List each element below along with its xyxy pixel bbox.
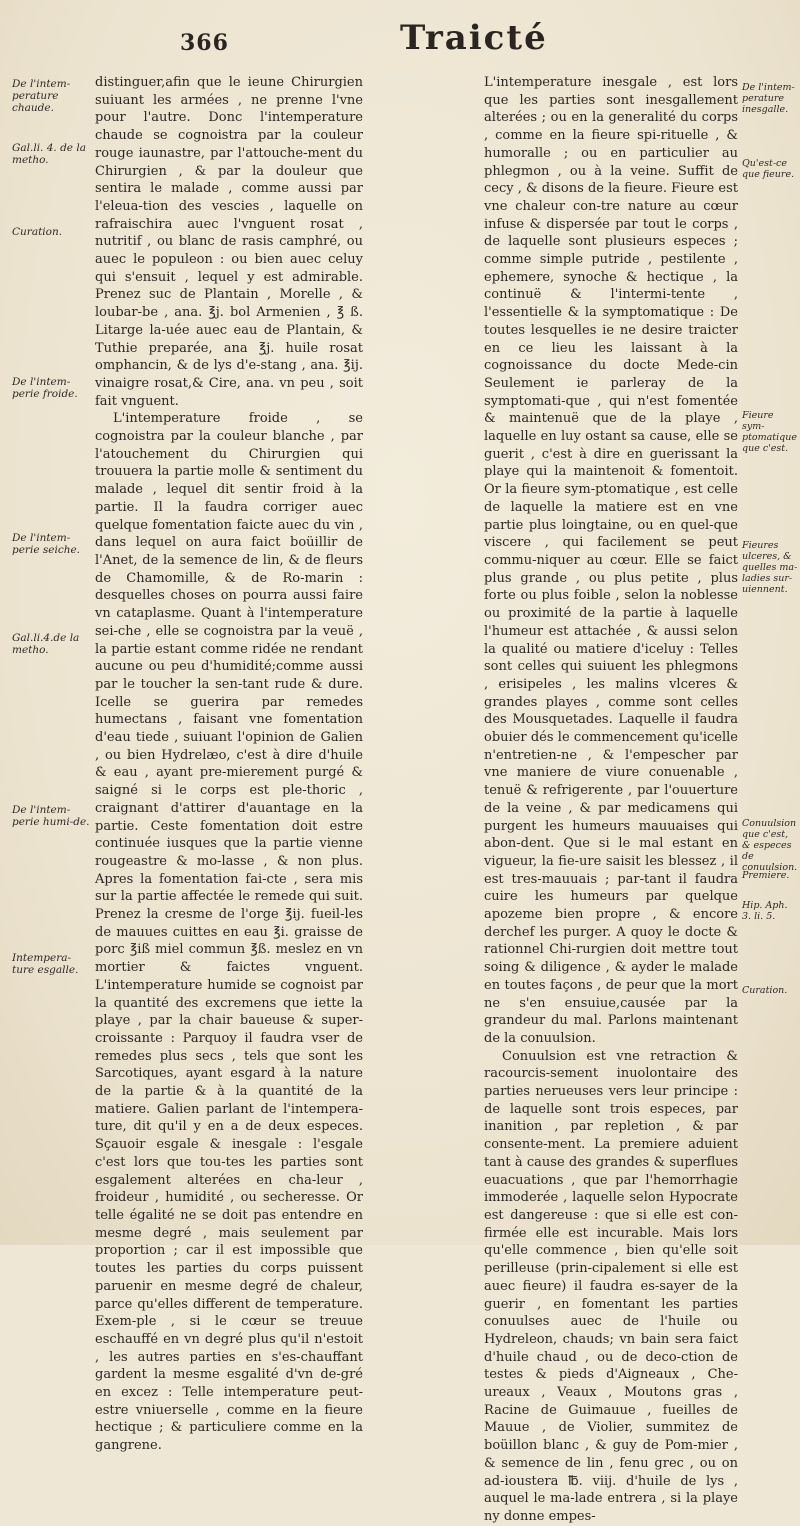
running-head: Traicté bbox=[400, 18, 548, 58]
margin-note-right: Fieure sym-ptomatique que c'est. bbox=[742, 410, 797, 454]
margin-note-right: Premiere. bbox=[742, 870, 790, 881]
page-header bbox=[180, 18, 600, 68]
paragraph: distinguer,afin que le ieune Chirurgien suiuant les armées , ne prenne l'vne pour l'autre. Donc l'intemperature chaude se cognoistra par la couleur rouge iaunastre, par l'attouche-ment du Chirurgien , & par la douleur que sentira le malade , comme aussi par l'eleua-tion des vescies , laquelle on rafraischira auec l'vnguent rosat , nutritif , ou blanc de rasis camphré, ou auec le populeon : ou bien auec celuy qui s'ensuit , lequel y est admirable. Prenez suc de Plantain , Morelle , & loubar-be , ana. ℥j. bol Armenien , ℥ ß. Litarge la-uée auec eau de Plantain, & Tuthie preparée, ana ℥j. huile rosat omphancin, & de lys d'e-stang , ana. ℥ij. vinaigre rosat,& Cire, ana. vn peu , soit fait vnguent. bbox=[95, 75, 363, 409]
margin-note-left: Gal.li. 4. de la metho. bbox=[12, 142, 86, 166]
margin-note-left: De l'intem-perie seiche. bbox=[12, 532, 81, 556]
margin-note-left: De l'intem-perie humi-de. bbox=[12, 804, 90, 828]
right-text-column bbox=[484, 74, 738, 1526]
paragraph: L'intemperature inesgale , est lors que les parties sont inesgallement alterées ; ou en la generalité du corps , comme en la fieure spi-rituelle , & humoralle ; ou en particulier au phlegmon , ou à la veine. Suffit de cecy , & disons de la fieure. Fieure est vne chaleur con-tre nature au cœur infuse & dispersée par tout le corps , de laquelle sont plusieurs especes ; comme simple putride , pestilente , ephemere, synoche & hectique , la continuë & l'intermi-tente , l'essentielle & la symptomatique : De toutes lesquelles ie ne desire traicter en ce lieu les laissant à la cognoissance du docte Mede-cin Seulement ie parleray de la symptomati-que , qui n'est fomentée & maintenuë que de la playe , laquelle en luy ostant sa cause, elle se guerit , c'est à dire en guerissant la playe qui la maintenoit & fomentoit. Or la fieure sym-ptomatique , est celle de laquelle la matiere est en vne partie plus loingtaine, ou en quel-que viscere , qui facilement se peut commu-niquer au cœur. Elle se faict plus grande , ou plus petite , plus forte ou plus foible , selon la noblesse ou proximité de la partie à laquelle l'humeur est attachée , & aussi selon la qualité ou matiere d'iceluy : Telles sont celles qui suiuent les phlegmons , erisipeles , les malins vlceres & grandes playes , comme sont celles des Mousquetades. Laquelle il faudra obuier dés le commencement qu'icelle n'entretien-ne , & l'empescher par vne maniere de viure conuenable , tenuë & refrigerente , par l'ouuerture de la veine , & par medicamens qui purgent les humeurs mauuaises qui abon-dent. Que si le mal estant en vigueur, la fie-ure saisit les blessez , il est tres-mauuais ; par-tant il faudra cuire les humeurs par quelque apozeme bien propre , & encore derchef les purger. A quoy le docte & rationnel Chi-rurgien doit mettre tout soing & diligence , & ayder le malade en toutes façons , de peur que la mort ne s'en ensuiue,causée par la grandeur du mal. Parlons maintenant de la conuulsion. bbox=[484, 75, 738, 1046]
paragraph: L'intemperature froide , se cognoistra par la couleur blanche , par l'atouchement du Chirurgien qui trouuera la partie molle & sentiment du malade , lequel dit sentir froid à la partie. Il la faudra corriger auec quelque fomentation faicte auec du vin , dans lequel on aura faict boüillir de l'Anet, de la semence de lin, & de fleurs de Chamomille, & de Ro-marin : desquelles choses on pourra aussi faire vn cataplasme. Quant à l'intemperature sei-che , elle se cognoistra par la veuë , la partie estant comme ridée ne rendant aucune ou peu d'humidité;comme aussi par le toucher la sen-tant rude & dure. Icelle se guerira par remedes humectans , faisant vne fomentation d'eau tiede , suiuant l'opinion de Galien , ou bien Hydrelæo, c'est à dire d'huile & eau , ayant pre-mierement purgé & saigné si le corps est ple-thoric , craignant d'attirer d'auantage en la partie. Ceste fomentation doit estre continuée iusques que la partie vienne rougeastre & mo-lasse , & non plus. Apres la fomentation fai-cte , sera mis sur la partie affectée le remede qui suit. Prenez la cresme de l'orge ℥ij. fueil-les de mauues cuittes en eau ℥i. graisse de porc ℥iß miel commun ℥ß. meslez en vn mortier & faictes vnguent. L'intemperature humide se cognoist par la quantité des excremens que iette la playe , par la chair baueuse & super-croissante : Parquoy il faudra vser de remedes plus secs , tels que sont les Sarcotiques, ayant esgard à la nature de la partie & à la quantité de la matiere. Galien parlant de l'intempera-ture, dit qu'il y en a de deux especes. Sçauoir esgale & inesgale : l'esgale c'est lors que tou-tes les parties sont esgalement alterées en cha-leur , froideur , humidité , ou secheresse. Or telle égalité ne se doit pas entendre en mesme degré , mais seulement par proportion ; car il est impossible que toutes les parties du corps puissent paruenir en mesme degré de chaleur, parce qu'elles different de temperature. Exem-ple , si le cœur se treuue eschauffé en vn degré plus qu'il n'estoit , les autres parties en s'es-chauffant gardent la mesme esgalité d'vn de-gré en excez : Telle intemperature peut-estre vniuerselle , comme en la fieure hectique ; & particuliere comme en la gangrene. bbox=[95, 411, 363, 1454]
margin-note-right: Curation. bbox=[742, 985, 788, 996]
left-text-column bbox=[95, 74, 363, 1455]
page-number: 366 bbox=[180, 30, 229, 56]
margin-note-right: Hip. Aph. 3. li. 5. bbox=[742, 900, 788, 922]
paragraph: Conuulsion est vne retraction & racourcis-sement inuolontaire des parties nerueuses vers leur principe : de laquelle sont trois especes, par inanition , par repletion , & par consente-ment. La premiere aduient tant à cause des grandes & superflues euacuations , que par l'hemorrhagie immoderée , laquelle selon Hypocrate est dangereuse : que si elle est con-firmée elle est incurable. Mais lors qu'elle commence , bien qu'elle soit perilleuse (prin-cipalement si elle est auec fieure) il faudra es-sayer de la guerir , en fomentant les parties conuulses auec de l'huile ou Hydreleon, chauds; vn bain sera faict d'huile chaud , ou de deco-ction de testes & pieds d'Aigneaux , Che-ureaux , Veaux , Moutons gras , Racine de Guimauue , fueilles de Mauue , de Violier, summitez de boüillon blanc , & guy de Pom-mier , & semence de lin , fenu grec , ou on ad-ioustera ℔. viij. d'huile de lys , auquel le ma-lade entrera , si la playe ny donne empes- bbox=[484, 1048, 738, 1524]
margin-note-right: Fieures ulceres, & quelles ma-ladies sur-uiennent. bbox=[742, 540, 798, 595]
margin-note-left: De l'intem-perature chaude. bbox=[12, 78, 71, 114]
margin-note-left: Curation. bbox=[12, 226, 63, 238]
margin-note-left: De l'intem-perie froide. bbox=[12, 376, 78, 400]
margin-note-right: De l'intem-perature inesgalle. bbox=[742, 82, 795, 115]
margin-note-left: Intempera-ture esgalle. bbox=[12, 952, 79, 976]
margin-note-right: Qu'est-ce que fieure. bbox=[742, 158, 795, 180]
margin-note-right: Conuulsion que c'est, & especes de conuulsion. bbox=[742, 818, 798, 873]
margin-note-left: Gal.li.4.de la metho. bbox=[12, 632, 80, 656]
